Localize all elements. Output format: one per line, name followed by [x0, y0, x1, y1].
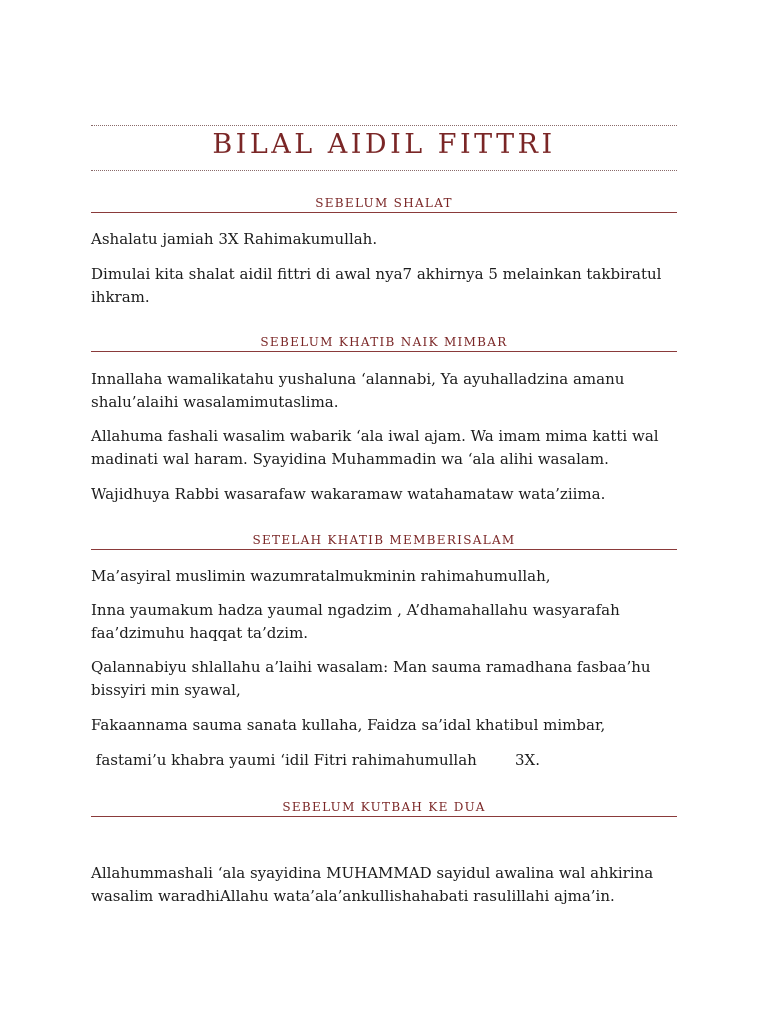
paragraph — [91, 862, 677, 907]
text-line: Innallaha wamalikatahu yushaluna ‘alannabi, Ya ayuhalladzina amanu — [91, 370, 625, 388]
section-heading-sebelum-shalat: SEBELUM SHALAT — [91, 195, 677, 213]
text-line: Qalannabiyu shlallahu a’laihi wasalam: Man sauma ramadhana fasbaa’hu — [91, 658, 651, 676]
text-line: Fakaannama sauma sanata kullaha, Faidza sa’idal khatibul mimbar, — [91, 716, 606, 734]
paragraph — [91, 656, 677, 701]
text-line: Wajidhuya Rabbi wasarafaw wakaramaw watahamataw wata’ziima. — [91, 485, 606, 503]
text-line: wasalim waradhiAllahu wata’ala’ankullishahabati rasulillahi ajma’in. — [91, 886, 615, 905]
section-heading-sebelum-kutbah-ke-dua: SEBELUM KUTBAH KE DUA — [91, 799, 677, 817]
paragraph — [91, 565, 677, 588]
paragraph — [91, 714, 677, 737]
document-title: BILAL AIDIL FITTRI — [212, 129, 556, 160]
section-heading-setelah-khatib-memberisalam: SETELAH KHATIB MEMBERISALAM — [91, 532, 677, 550]
text-line: madinati wal haram. Syayidina Muhammadin wa ‘ala alihi wasalam. — [91, 449, 609, 468]
text-line: faa’dzimuhu haqqat ta’dzim. — [91, 623, 309, 642]
paragraph — [91, 368, 677, 413]
text-line: fastami’u khabra yaumi ‘idil Fitri rahimahumullah 3X. — [91, 751, 540, 769]
text-line: Allahummashali ‘ala syayidina MUHAMMAD sayidul awalina wal ahkirina — [91, 864, 654, 882]
text-line: Inna yaumakum hadza yaumal ngadzim , A’dhamahallahu wasyarafah — [91, 601, 620, 619]
title-block — [91, 125, 677, 171]
paragraph — [91, 228, 677, 251]
text-line: Ma’asyiral muslimin wazumratalmukminin rahimahumullah, — [91, 567, 551, 585]
text-line: bissyiri min syawal, — [91, 680, 241, 699]
paragraph — [91, 263, 677, 308]
text-line: Allahuma fashali wasalim wabarik ‘ala iwal ajam. Wa imam mima katti wal — [91, 427, 659, 445]
text-line: ihkram. — [91, 287, 150, 306]
paragraph — [91, 599, 677, 644]
text-line: Dimulai kita shalat aidil fittri di awal nya7 akhirnya 5 melainkan takbiratul — [91, 265, 662, 283]
section-heading-sebelum-khatib-naik-mimbar: SEBELUM KHATIB NAIK MIMBAR — [91, 334, 677, 352]
paragraph — [91, 483, 677, 506]
paragraph — [91, 749, 677, 772]
text-line: Ashalatu jamiah 3X Rahimakumullah. — [91, 230, 378, 248]
paragraph — [91, 425, 677, 470]
text-line: shalu’alaihi wasalamimutaslima. — [91, 392, 339, 411]
